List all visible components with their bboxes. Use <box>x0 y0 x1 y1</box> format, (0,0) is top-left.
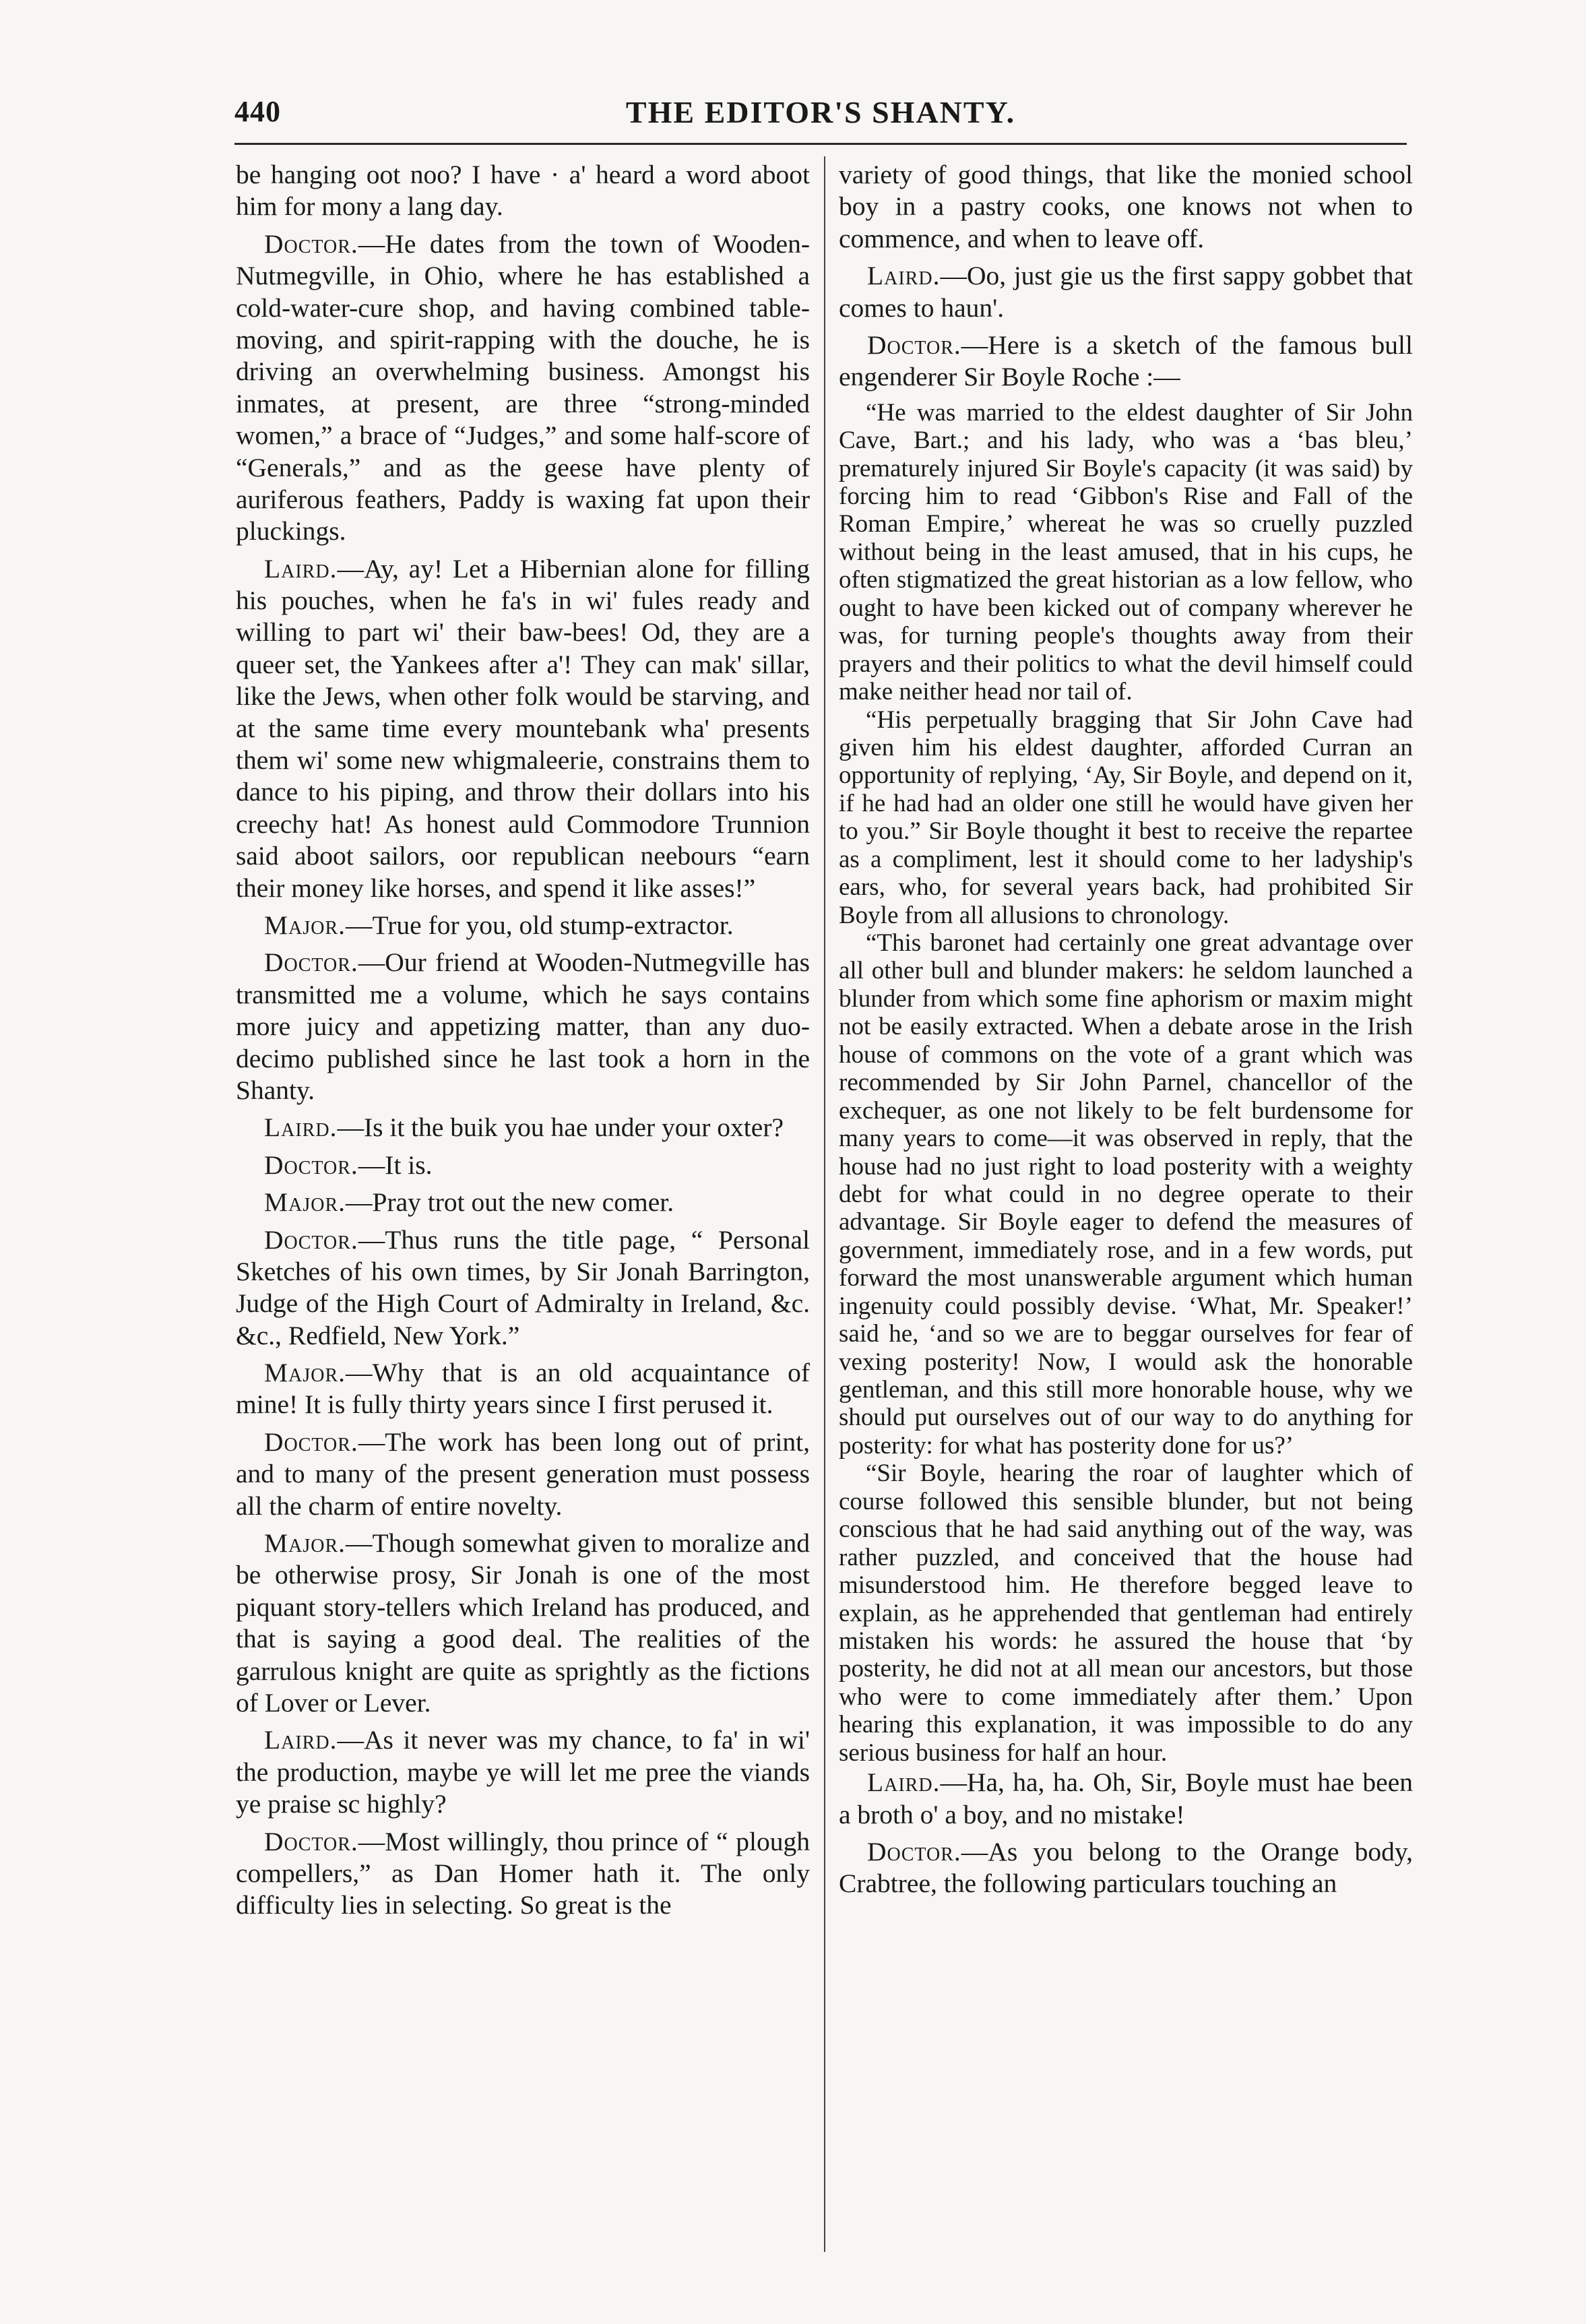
speaker-name: Major. <box>264 1528 346 1559</box>
dialogue-paragraph <box>236 947 810 1106</box>
column-divider <box>824 156 825 2252</box>
paragraph-text: —Most willingly, thou prince of “ plough compellers,” as Dan Homer hath it. The only difficulty lies in selecting. So great is the <box>236 1826 810 1920</box>
dialogue-paragraph <box>839 1767 1413 1831</box>
paragraph-text: —The work has been long out of print, and to many of the present generation must possess all the charm of entire novelty. <box>236 1426 810 1521</box>
speaker-name: Major. <box>264 1187 346 1218</box>
dialogue-paragraph <box>236 910 810 941</box>
paragraph-text: “He was married to the eldest daughter of Sir John Cave, Bart.; and his lady, who was a ‘bas bleu,’ prematurely injured Sir Boyle's capacity (it was said) by forcing him to read ‘Gibbon's Rise and Fall of the Roman Empire,’ whereat he was so cruelly puzzled without being in the least amused, that in his cups, he often stigmatized the great historian as a low fellow, who ought to have been kicked out of company wherever he was, for turning people's thoughts away from their prayers and their politics to what the devil himself could make neither head nor tail of. <box>839 398 1413 706</box>
paragraph-text: —It is. <box>358 1150 433 1180</box>
dialogue-paragraph <box>839 1836 1413 1900</box>
paragraph-text: be hanging oot noo? I have · a' heard a word aboot him for mony a lang day. <box>236 160 810 222</box>
speaker-name: Laird. <box>264 1725 338 1755</box>
paragraph-text: —Though somewhat given to moralize and be otherwise prosy, Sir Jonah is one of the most piquant story-tellers which Ireland has produced, and that is saying a good deal. The realities of the garrulous knight are quite as sprightly as the fictions of Lover or Lever. <box>236 1528 810 1718</box>
dialogue-paragraph <box>236 1150 810 1181</box>
paragraph-text: —As it never was my chance, to fa' in wi' the production, maybe ye will let me pree the viands ye praise sc highly? <box>236 1725 810 1819</box>
paragraph-text: —Our friend at Wooden-Nutmegville has transmitted me a volume, which he says contains more juicy and appetizing matter, than any duo-decimo published since he last took a horn in the Shanty. <box>236 947 810 1105</box>
speaker-name: Laird. <box>264 553 338 584</box>
dialogue-paragraph <box>236 159 810 223</box>
paragraph-text: —Pray trot out the new comer. <box>346 1187 674 1218</box>
dialogue-paragraph <box>839 159 1413 255</box>
dialogue-paragraph <box>236 1357 810 1421</box>
left-column <box>236 159 810 1927</box>
dialogue-paragraph <box>236 1426 810 1522</box>
speaker-name: Laird. <box>867 261 941 291</box>
speaker-name: Major. <box>264 910 346 940</box>
quoted-paragraph <box>839 1459 1413 1767</box>
page-number: 440 <box>234 95 281 128</box>
speaker-name: Doctor. <box>867 1836 961 1866</box>
speaker-name: Doctor. <box>264 1224 358 1255</box>
speaker-name: Laird. <box>867 1767 941 1798</box>
paragraph-text: “Sir Boyle, hearing the roar of laughter which of course followed this sensible blunder, but not being conscious that he had said anything out of the way, was rather puzzled, and conceived that the house had misunderstood him. He therefore begged leave to explain, as he apprehended that gentleman had entirely mistaken his words: he assured the house that ‘by posterity, he did not at all mean our ancestors, but those who were to come immediately after them.’ Upon hearing this explanation, it was impossible to do any serious business for half an hour. <box>839 1459 1413 1767</box>
paragraph-text: —Oo, just gie us the first sappy gobbet that comes to haun'. <box>839 261 1413 323</box>
speaker-name: Doctor. <box>867 329 961 360</box>
paragraph-text: “His perpetually bragging that Sir John Cave had given him his eldest daughter, afforded Curran an opportunity of replying, ‘Ay, Sir Boyle, and depend on it, if he had had an older one still he would have given her to you.” Sir Boyle thought it best to receive the repartee as a compliment, lest it should come to her ladyship's ears, who, for several years back, had prohibited Sir Boyle from all allusions to chronology. <box>839 705 1413 929</box>
speaker-name: Doctor. <box>264 1426 358 1457</box>
paragraph-text: —Is it the buik you hae under your oxter? <box>337 1112 784 1143</box>
speaker-name: Major. <box>264 1358 346 1388</box>
paragraph-text: —As you belong to the Orange body, Crabtree, the following particulars touching an <box>839 1836 1413 1899</box>
paragraph-text: —Ha, ha, ha. Oh, Sir, Boyle must hae been a broth o' a boy, and no mistake! <box>839 1767 1413 1829</box>
paragraph-text: “This baronet had certainly one great advantage over all other bull and blunder makers: he seldom launched a blunder from which some fine aphorism or maxim might not be easily extracted. When a debate arose in the Irish house of commons on the vote of a grant which was recommended by Sir John Parnel, chancellor of the exchequer, as one not likely to be felt burdensome for many years to come—it was observed in reply, that the house had no just right to load posterity with a weighty debt for what could in no degree operate to their advantage. Sir Boyle eager to defend the measures of government, immediately rose, and in a few words, put forward the most unanswerable argument which human ingenuity could possibly devise. ‘What, Mr. Speaker!’ said he, ‘and so we are to beggar ourselves for fear of vexing posterity! Now, I would ask the honorable gentleman, and this still more honorable house, why we should put ourselves out of our way to do anything for posterity: for what has posterity done for us?’ <box>839 929 1413 1459</box>
paragraph-text: —He dates from the town of Wooden-Nutmegville, in Ohio, where he has established a cold-water-cure shop, and having combined table-moving, and spirit-rapping with the douche, he is driving an overwhelming business. Amongst his inmates, at present, are three “strong-minded women,” a brace of “Judges,” and some half-score of “Generals,” and as the geese have plenty of auriferous feathers, Paddy is waxing fat upon their pluckings. <box>236 228 810 546</box>
paragraph-text: —Why that is an old acquaintance of mine! It is fully thirty years since I first perused it. <box>236 1358 810 1420</box>
dialogue-paragraph <box>236 1112 810 1143</box>
quoted-paragraph <box>839 929 1413 1459</box>
dialogue-paragraph <box>236 1724 810 1820</box>
paragraph-text: —Here is a sketch of the famous bull engenderer Sir Boyle Roche :— <box>839 329 1413 392</box>
dialogue-paragraph <box>236 1528 810 1719</box>
dialogue-paragraph <box>839 260 1413 324</box>
running-title: THE EDITOR'S SHANTY. <box>625 95 1016 129</box>
paragraph-text: variety of good things, that like the monied school boy in a pastry cooks, one knows not when to commence, and when to leave off. <box>839 160 1413 253</box>
speaker-name: Doctor. <box>264 947 358 978</box>
page-header <box>234 88 1407 135</box>
dialogue-paragraph <box>236 1187 810 1218</box>
dialogue-paragraph <box>236 1224 810 1352</box>
dialogue-paragraph <box>236 1826 810 1922</box>
quoted-paragraph <box>839 706 1413 930</box>
dialogue-paragraph <box>839 329 1413 394</box>
speaker-name: Laird. <box>264 1112 338 1143</box>
header-rule <box>234 143 1407 145</box>
speaker-name: Doctor. <box>264 1826 358 1856</box>
dialogue-paragraph <box>236 228 810 548</box>
speaker-name: Doctor. <box>264 228 358 259</box>
speaker-name: Doctor. <box>264 1150 358 1180</box>
paragraph-text: —Thus runs the title page, “ Personal Sketches of his own times, by Sir Jonah Barrington, Judge of the High Court of Admiralty in Ireland, &c. &c., Redfield, New York.” <box>236 1224 810 1350</box>
paragraph-text: —True for you, old stump-extractor. <box>346 910 734 940</box>
quoted-paragraph <box>839 399 1413 706</box>
right-column <box>839 159 1413 1906</box>
dialogue-paragraph <box>236 553 810 904</box>
paragraph-text: —Ay, ay! Let a Hibernian alone for filling his pouches, when he fa's in wi' fules ready and willing to part wi' their baw-bees! Od, they are a queer set, the Yankees after a'! They can mak' sillar, like the Jews, when other folk would be starving, and at the same time every mountebank wha' presents them wi' some new whigmaleerie, constrains them to dance to his piping, and throw their dollars into his creechy hat! As honest auld Commodore Trunnion said aboot sailors, oor republican neebours “earn their money like horses, and spend it like asses!” <box>236 553 810 903</box>
